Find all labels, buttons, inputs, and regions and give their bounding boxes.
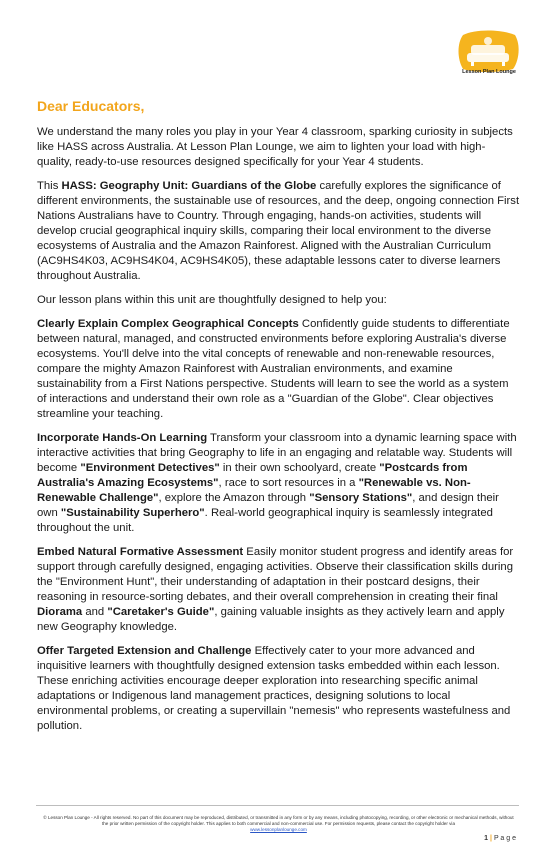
activity-name: "Sensory Stations": [309, 492, 413, 505]
handson-text: , explore the Amazon through: [158, 492, 310, 505]
extension-body: Effectively cater to your more advanced and inquisitive learners with thoughtfully designed extension tasks embedded within each lesson. These enriching activities encourage deeper exploration into researching specific animal adaptations or Indigenous land management practices, designing solutions to local environmental problems, or creating a supervillain "nemesis" who represents wastefulness and pollution.: [37, 644, 511, 733]
handson-section: [37, 431, 520, 537]
handson-text: , race to sort resources in a: [218, 476, 359, 489]
handson-text: in their own schoolyard, create: [219, 461, 380, 474]
unit-body: carefully explores the significance of different environments, the sustainable use of resources, and the deep, ongoing connection First Nations Australians have to Country. Through engaging, hands-on activities, students will develop crucial geographical inquiry skills, comparing their local environment to the diverse ecosystems of Australia and the Amazon Rainforest. Aligned with the Australian Curriculum (AC9HS4K03, AC9HS4K04, AC9HS4K05), these adaptable lessons cater to diverse learners throughout Australia.: [37, 179, 520, 283]
assessment-item: Diorama: [37, 606, 83, 619]
assessment-text: and: [82, 606, 108, 619]
unit-lead: This: [37, 179, 62, 192]
copyright-notice: © Lesson Plan Lounge - All rights reserved. No part of this document may be reproduced, distributed, or transmitted in any form or by any means, including photocopying, recording, or other electronic or mechanical methods, without the prior written permission of the copyright holder. This applies to both commercial and non-commercial use. For permission requests, please contact the copyright holder via: [43, 815, 514, 826]
activity-name: "Postcards from Australia's Amazing Ecosystems": [37, 461, 468, 489]
footer-divider: [36, 805, 519, 806]
unit-title: HASS: Geography Unit: Guardians of the Globe: [61, 179, 317, 192]
handson-text: , and design their own: [37, 492, 499, 520]
copyright-footer: [40, 815, 517, 833]
page-label: P a g e: [493, 835, 516, 842]
activity-name: "Renewable vs. Non-Renewable Challenge": [37, 476, 471, 505]
assessment-section: [37, 545, 520, 636]
unit-paragraph: [37, 179, 520, 285]
intro-paragraph: We understand the many roles you play in your Year 4 classroom, sparking curiosity in subjects like HASS across Australia. At Lesson Plan Lounge, we aim to lighten your load with high-quality, ready-to-use resources designed specifically for your Year 4 students.: [37, 126, 513, 169]
extension-section: [37, 644, 520, 735]
explain-section: [37, 317, 520, 423]
explain-heading: Clearly Explain Complex Geographical Concepts: [37, 317, 299, 330]
explain-body: Confidently guide students to differentiate between natural, managed, and constructed environments before exploring Australia's diverse ecosystems. You'll delve into the vital concepts of renewable and non-renewable resources, compare the mighty Amazon Rainforest with Australian environments, and examine sustainability from a First Nations perspective. Students will learn to see the world as a system of interactions and understand their own role as a "Guardian of the Globe". Clear objectives streamline your teaching.: [37, 317, 510, 421]
page-separator: |: [489, 835, 492, 842]
assessment-item: "Caretaker's Guide": [107, 606, 215, 619]
page-number: [484, 835, 516, 842]
assessment-text: Easily monitor student progress and identify areas for support through carefully designed, engaging activities. Observe their classification skills during the "Environment Hunt", their understanding of adaptation in their postcard designs, their reasoning in resource-sorting debates, and their overall comprehension in creating their final: [37, 545, 514, 604]
page-number-value: 1: [484, 835, 488, 842]
handson-text: . Real-world geographical inquiry is seamlessly integrated throughout the unit.: [37, 507, 493, 535]
extension-heading: Offer Targeted Extension and Challenge: [37, 644, 252, 657]
handson-heading: Incorporate Hands-On Learning: [37, 431, 208, 444]
lead-in-paragraph: Our lesson plans within this unit are thoughtfully designed to help you:: [37, 293, 387, 306]
activity-name: "Environment Detectives": [80, 461, 220, 474]
handson-text: Transform your classroom into a dynamic learning space with interactive activities that bring Geography to life in an engaging and relatable way. Students will become: [37, 431, 517, 474]
activity-name: "Sustainability Superhero": [60, 507, 205, 520]
letter-body: [37, 125, 520, 743]
logo-wordmark: Lesson Plan Lounge: [462, 69, 516, 75]
assessment-heading: Embed Natural Formative Assessment: [37, 545, 244, 558]
greeting-heading: Dear Educators,: [37, 98, 145, 114]
assessment-text: , gaining valuable insights as they actively learn and apply new Geography knowledge.: [37, 606, 505, 634]
website-link[interactable]: www.lessonplanlounge.com: [250, 827, 307, 832]
